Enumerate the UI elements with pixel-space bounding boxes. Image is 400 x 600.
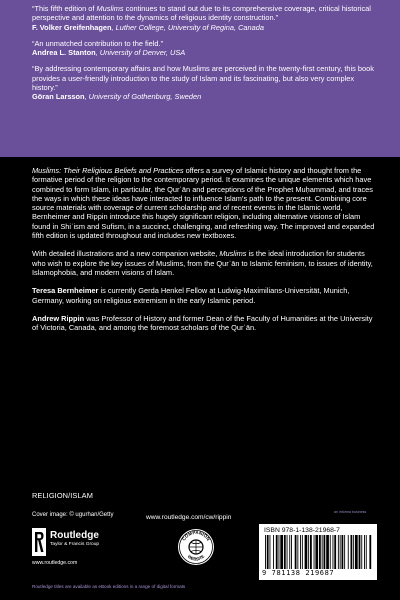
book-description <box>32 166 377 341</box>
author-bio: Teresa Bernheimer is currently Gerda Henkel Fellow at Ludwig-Maximilians-Universität, Munich, Germany, working on religious extremism in the early Islamic period. <box>32 286 350 305</box>
quote-text: “An unmatched contribution to the field.” <box>32 38 164 48</box>
cover-credit: Cover image: © ugurhan/Getty <box>32 512 114 518</box>
author-bio: Andrew Rippin was Professor of History and former Dean of the Faculty of Humanities at the University of Victoria, Canada, and among the foremost scholars of the Qurʾān. <box>32 313 373 333</box>
quote-source: F. Volker Greifenhagen, Luther College, University of Regina, Canada <box>32 22 264 32</box>
companion-website-badge <box>177 528 215 566</box>
barcode <box>264 535 372 569</box>
praise-quote <box>32 64 380 101</box>
praise-panel <box>0 0 400 157</box>
ebook-note: Routledge titles are available as eBook editions in a range of digital formats <box>32 584 186 589</box>
publisher-url[interactable]: www.routledge.com <box>32 560 78 566</box>
quote-text: “This fifth edition of Muslims continues to stand out due to its comprehensive coverage, critical historical perspective and attention to the dynamics of religious identity construction.” <box>32 4 371 23</box>
badge-top-text: COMPANION <box>181 529 211 542</box>
barcode-digits: 9 781138 219687 <box>262 569 335 577</box>
subject-category: RELIGION/ISLAM <box>32 491 93 500</box>
badge-bottom-text: WEBSITE <box>186 553 206 562</box>
routledge-r-icon <box>32 528 46 556</box>
description-paragraph: With detailed illustrations and a new companion website, Muslims is the ideal introduction for students who wish to explore the key issues of Muslims, from the Qurʾān to Islamic feminism, to issues of identity, Islamophobia, and modern visions of Islam. <box>32 249 373 277</box>
isbn-label: ISBN 978-1-138-21968-7 <box>264 527 340 534</box>
informa-tagline: an informa business <box>334 510 367 514</box>
publisher-name: Routledge <box>50 530 99 541</box>
quote-text: “By addressing contemporary affairs and how Muslims are perceived in the twenty-first century, this book provides a user-friendly introduction to the study of Islam and its fascinating, but also very complex history.” <box>32 64 374 93</box>
publisher-group: Taylor & Francis Group <box>50 542 100 547</box>
quote-source: Göran Larsson, University of Gothenburg, Sweden <box>32 92 202 102</box>
praise-quote <box>32 4 380 32</box>
description-paragraph: Muslims: Their Religious Beliefs and Practices offers a survey of Islamic history and thought from the formative period of the religion to the contemporary period. It examines the unique elements which have combined to form Islam, in particular, the Qurʾān and perceptions of the Prophet Muḥammad, and traces the ways in which these ideas have interacted to influence Islam’s path to the present. Combining core source materials with coverage of current scholarship and of recent events in the Islamic world, Bernheimer and Rippin introduce this hugely significant religion, including alternative visions of Islam found in Shiʿism and Sufism, in a succinct, challenging, and refreshing way. The improved and expanded fifth edition is updated throughout and includes new textboxes. <box>32 166 375 241</box>
companion-url[interactable]: www.routledge.com/cw/rippin <box>146 514 232 521</box>
isbn-barcode-box <box>259 524 377 580</box>
publisher-logo <box>32 528 142 570</box>
quote-source: Andrea L. Stanton, University of Denver, USA <box>32 48 186 58</box>
praise-quote <box>32 39 380 58</box>
